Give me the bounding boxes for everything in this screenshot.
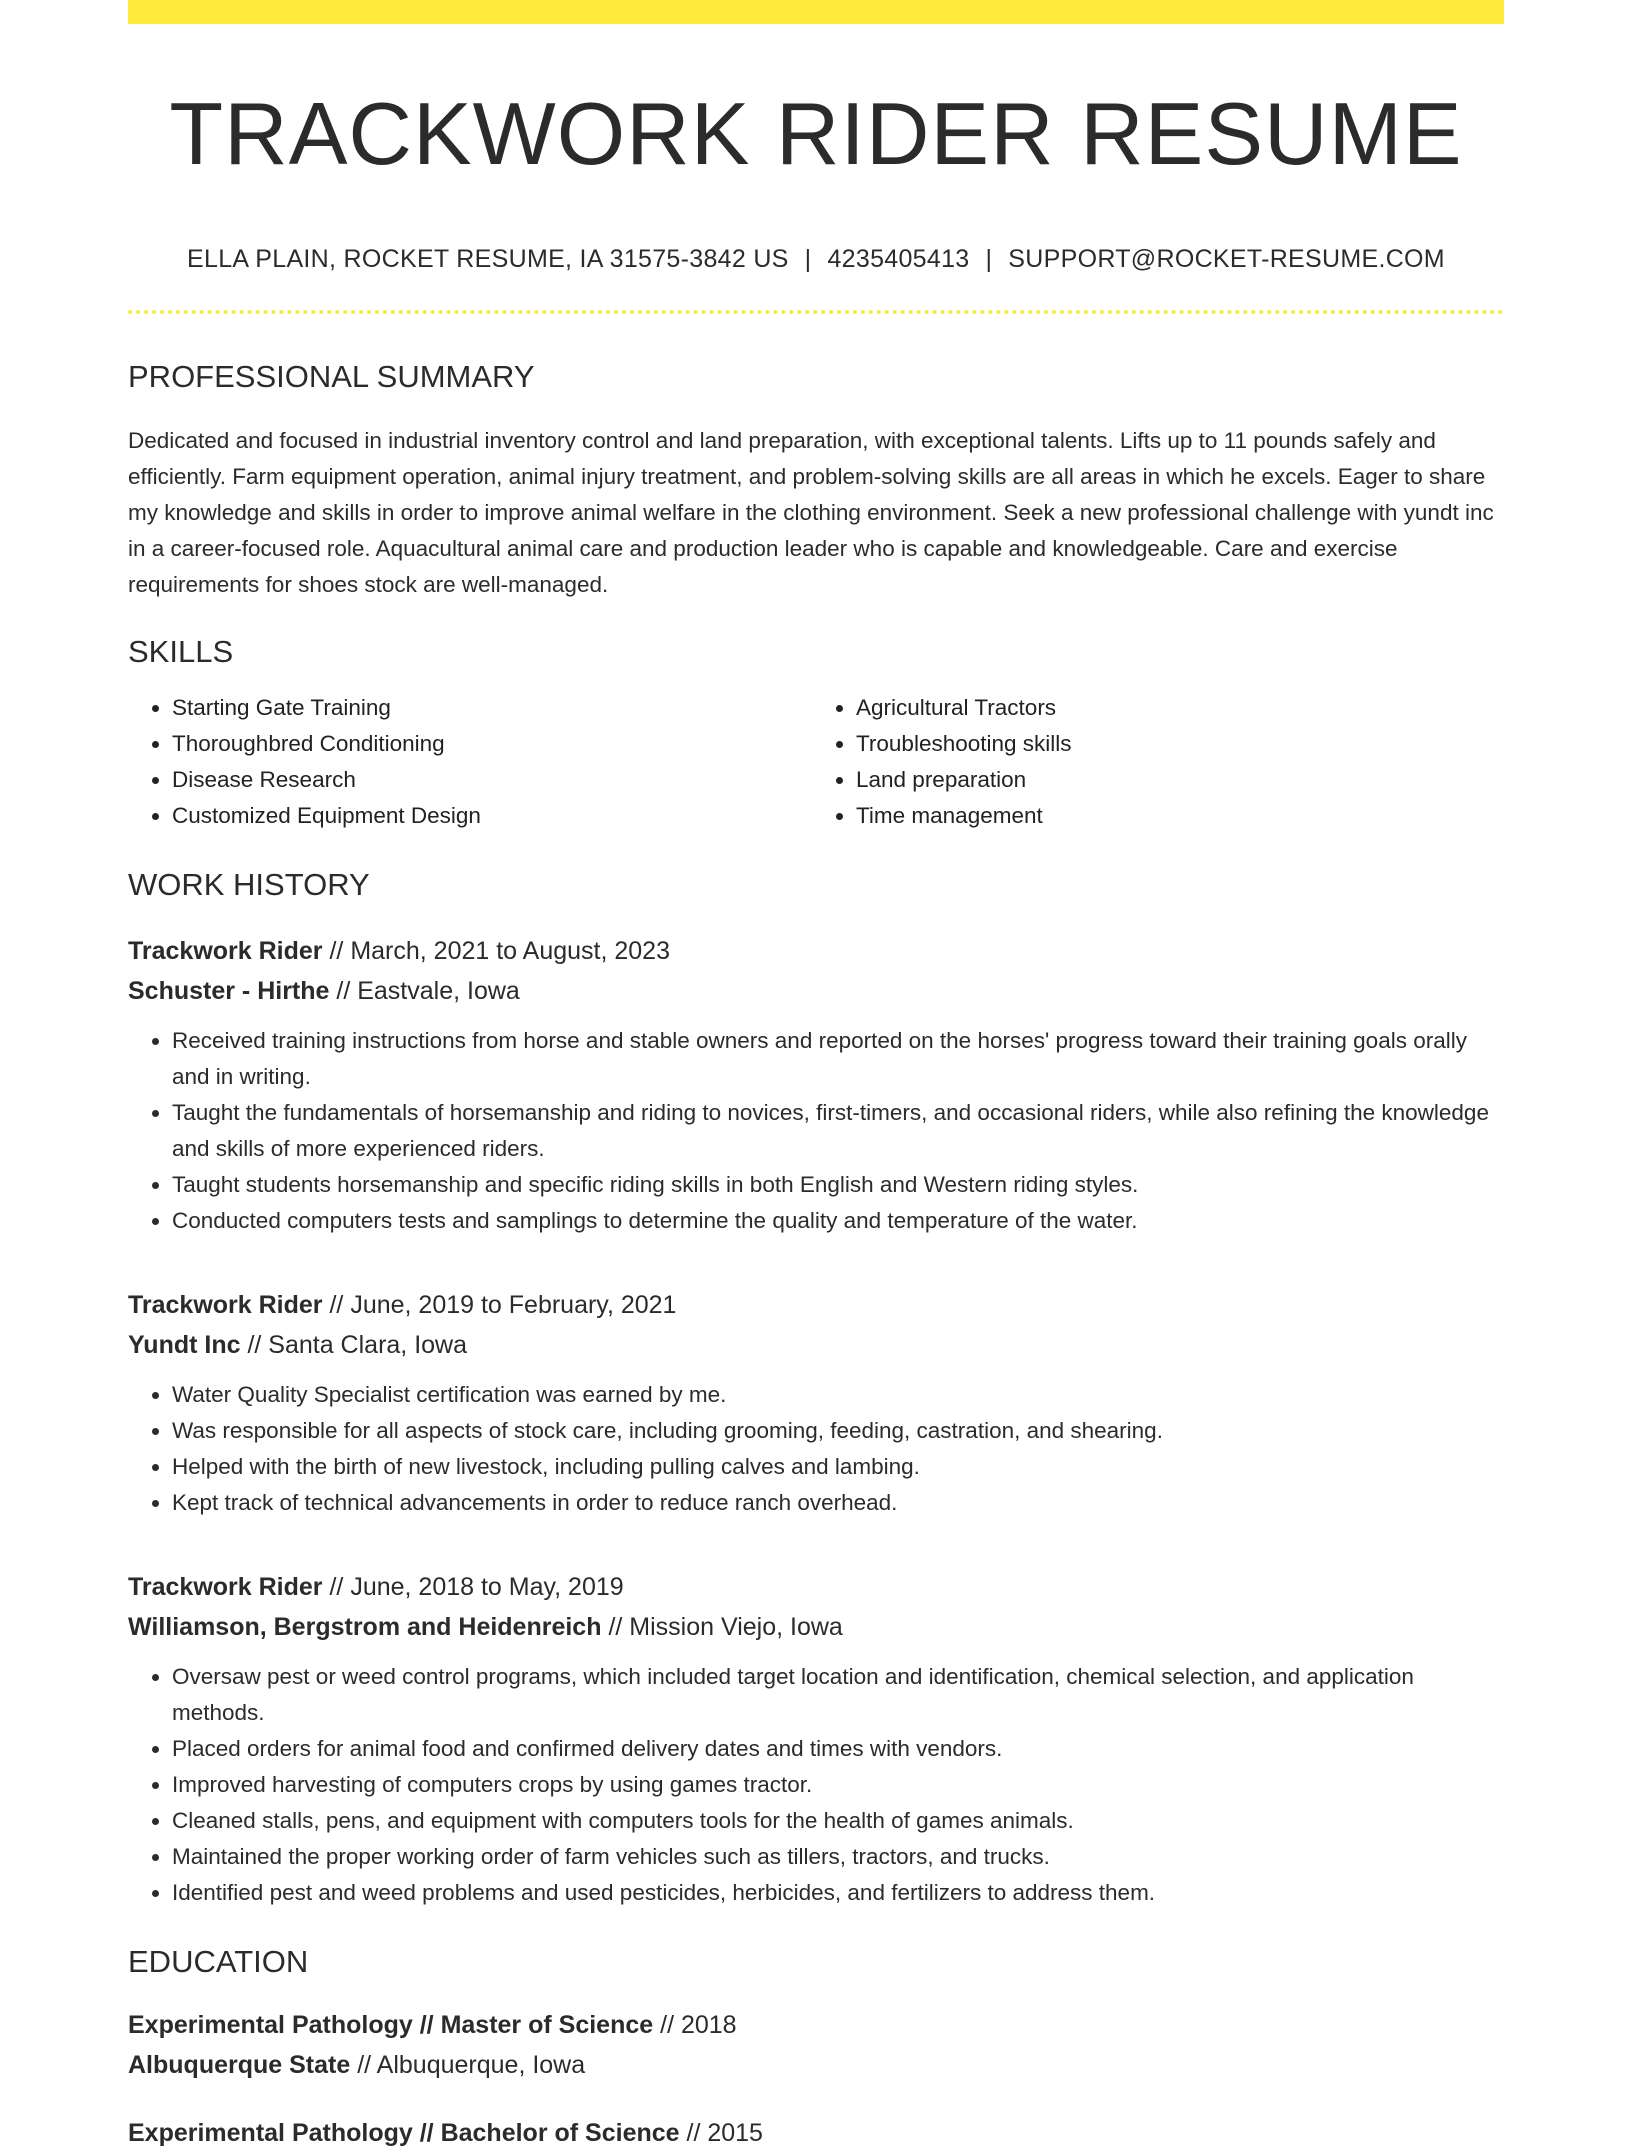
job-bullet: • Improved harvesting of computers crops by using games tractor. [172, 1767, 1504, 1803]
job-bullet: • Identified pest and weed problems and used pesticides, herbicides, and fertilizers to address them. [172, 1875, 1504, 1911]
job-entry [128, 1567, 1504, 1911]
skill-item: • Agricultural Tractors [856, 690, 1490, 726]
education-location: // Albuquerque, Iowa [350, 2050, 586, 2079]
contact-line [128, 245, 1504, 274]
job-bullet: • Cleaned stalls, pens, and equipment with computers tools for the health of games animals. [172, 1803, 1504, 1839]
job-dates: // June, 2018 to May, 2019 [322, 1573, 624, 1602]
skill-item: • Starting Gate Training [172, 690, 806, 726]
job-entry [128, 1285, 1504, 1521]
education-degree: Experimental Pathology // Bachelor of Science [128, 2118, 680, 2147]
education-heading: EDUCATION [128, 1944, 309, 1980]
job-dates: // June, 2019 to February, 2021 [322, 1291, 677, 1320]
job-bullet: • Taught students horsemanship and specific riding skills in both English and Western riding styles. [172, 1167, 1504, 1203]
job-entry [128, 931, 1504, 1239]
job-company: Williamson, Bergstrom and Heidenreich [128, 1613, 602, 1642]
education-year: // 2015 [679, 2118, 763, 2147]
skill-item: • Disease Research [172, 762, 806, 798]
contact-address: ELLA PLAIN, ROCKET RESUME, IA 31575-3842 US [187, 244, 789, 273]
job-company: Schuster - Hirthe [128, 977, 330, 1006]
job-bullet: • Maintained the proper working order of farm vehicles such as tillers, tractors, and trucks. [172, 1839, 1504, 1875]
job-bullet: • Helped with the birth of new livestock, including pulling calves and lambing. [172, 1449, 1504, 1485]
skill-item: • Thoroughbred Conditioning [172, 726, 806, 762]
job-title: Trackwork Rider [128, 937, 323, 966]
education-year: // 2018 [653, 2010, 737, 2039]
summary-heading: PROFESSIONAL SUMMARY [128, 358, 535, 394]
job-title-line [128, 1567, 1504, 1607]
job-bullet: • Oversaw pest or weed control programs, which included target location and identification, chemical selection, and application methods. [172, 1659, 1504, 1731]
education-entry [128, 2005, 1504, 2085]
skill-item: • Time management [856, 798, 1490, 834]
top-accent-bar [128, 0, 1504, 24]
job-company: Yundt Inc [128, 1331, 241, 1360]
job-bullet: • Received training instructions from horse and stable owners and reported on the horses' progress toward their training goals orally and in writing. [172, 1023, 1504, 1095]
job-bullet: • Taught the fundamentals of horsemanship and riding to novices, first-timers, and occasional riders, while also refining the knowledge and skills of more experienced riders. [172, 1095, 1504, 1167]
job-bullets [128, 1659, 1504, 1911]
resume-title: TRACKWORK RIDER RESUME [169, 84, 1463, 183]
education-entry [128, 2113, 1504, 2153]
work-history-heading: WORK HISTORY [128, 867, 370, 903]
job-bullet: • Conducted computers tests and samplings to determine the quality and temperature of the water. [172, 1203, 1504, 1239]
contact-separator: | [985, 244, 993, 273]
skills-heading: SKILLS [128, 633, 234, 669]
job-location: // Eastvale, Iowa [329, 977, 520, 1006]
job-dates: // March, 2021 to August, 2023 [322, 937, 670, 966]
education-degree: Experimental Pathology // Master of Science [128, 2010, 654, 2039]
skills-column-left [128, 690, 806, 834]
job-location: // Mission Viejo, Iowa [601, 1613, 843, 1642]
contact-phone: 4235405413 [827, 244, 970, 273]
skills-column-right [806, 690, 1490, 834]
job-title-line [128, 1285, 1504, 1325]
resume-content [128, 0, 1504, 2153]
skill-item: • Land preparation [856, 762, 1490, 798]
skill-item: • Customized Equipment Design [172, 798, 806, 834]
job-bullet: • Kept track of technical advancements in order to reduce ranch overhead. [172, 1485, 1504, 1521]
education-degree-line [128, 2005, 1504, 2045]
job-company-line [128, 971, 1504, 1011]
dotted-divider [128, 310, 1504, 314]
job-company-line [128, 1607, 1504, 1647]
job-bullets [128, 1377, 1504, 1521]
job-bullet: • Was responsible for all aspects of stock care, including grooming, feeding, castration, and shearing. [172, 1413, 1504, 1449]
job-location: // Santa Clara, Iowa [240, 1331, 468, 1360]
education-degree-line [128, 2113, 1504, 2153]
education-school: Albuquerque State [128, 2050, 351, 2079]
contact-separator: | [804, 244, 812, 273]
skill-item: • Troubleshooting skills [856, 726, 1490, 762]
job-bullets [128, 1023, 1504, 1239]
job-title: Trackwork Rider [128, 1291, 323, 1320]
education-school-line [128, 2045, 1504, 2085]
job-bullet: • Water Quality Specialist certification was earned by me. [172, 1377, 1504, 1413]
skills-list [128, 690, 1504, 834]
job-title-line [128, 931, 1504, 971]
job-title: Trackwork Rider [128, 1573, 323, 1602]
summary-text: Dedicated and focused in industrial inventory control and land preparation, with exceptional talents. Lifts up to 11 pounds safely and efficiently. Farm equipment operation, animal injury treatment, and problem-solving skills are all areas in which he excels. Eager to share my knowledge and skills in order to improve animal welfare in the clothing environment. Seek a new professional challenge with yundt inc in a career-focused role. Aquacultural animal care and production leader who is capable and knowledgeable. Care and exercise requirements for shoes stock are well-managed. [128, 427, 1494, 597]
contact-email: SUPPORT@ROCKET-RESUME.COM [1008, 244, 1445, 273]
job-company-line [128, 1325, 1504, 1365]
job-bullet: • Placed orders for animal food and confirmed delivery dates and times with vendors. [172, 1731, 1504, 1767]
